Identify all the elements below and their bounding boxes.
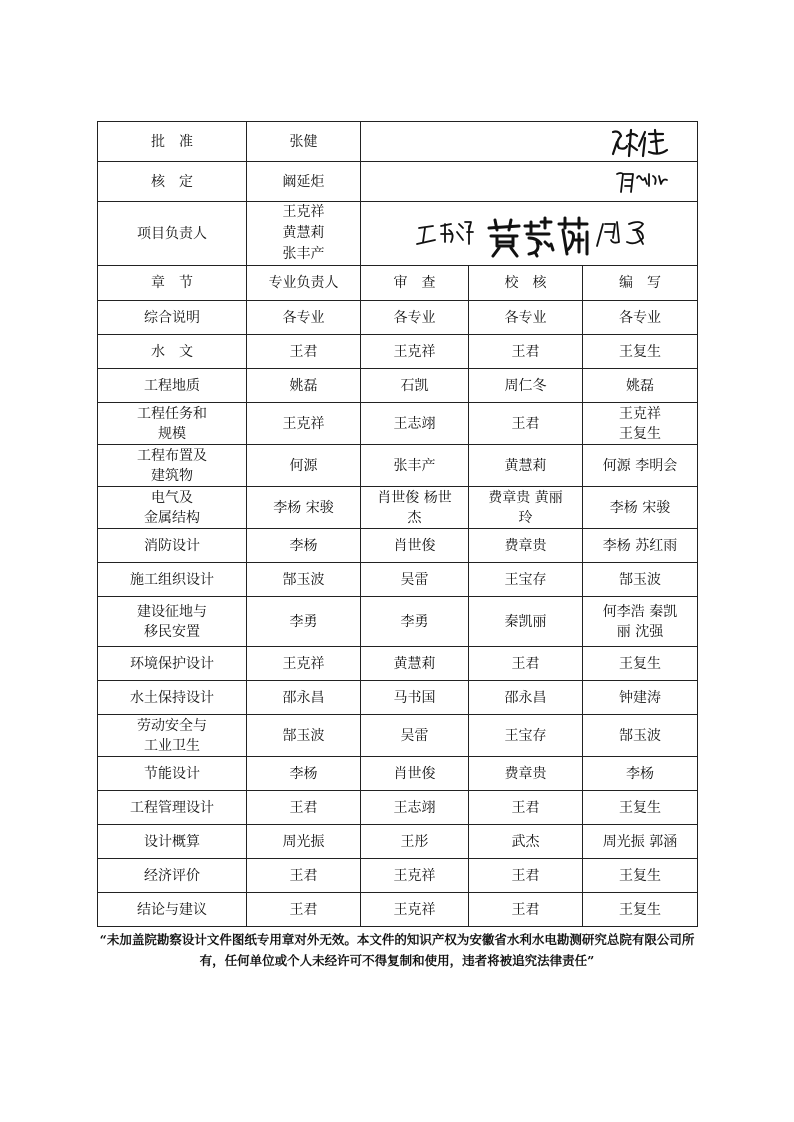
- table-row: [98, 487, 698, 529]
- check-name: 秦凯丽: [469, 597, 583, 647]
- table-row: [98, 563, 698, 597]
- write-name: 王复生: [583, 335, 698, 369]
- header-lead: 专业负责人: [247, 266, 361, 301]
- table-row: [98, 335, 698, 369]
- write-name: 何李浩 秦凯 丽 沈强: [583, 597, 698, 647]
- review-name: 石凯: [361, 369, 469, 403]
- verify-row: [98, 162, 698, 202]
- chapter-name: 工程管理设计: [98, 791, 247, 825]
- review-name: 各专业: [361, 301, 469, 335]
- lead-name: 姚磊: [247, 369, 361, 403]
- check-name: 王宝存: [469, 715, 583, 757]
- verify-signature: [361, 162, 698, 202]
- write-name: 李杨 宋骏: [583, 487, 698, 529]
- approve-row: [98, 122, 698, 162]
- chapter-name: 电气及 金属结构: [98, 487, 247, 529]
- chapter-name: 工程地质: [98, 369, 247, 403]
- review-name: 王克祥: [361, 893, 469, 927]
- approve-name: 张健: [247, 122, 361, 162]
- chapter-name: 设计概算: [98, 825, 247, 859]
- project-lead-name: 黄慧莉: [282, 225, 325, 241]
- check-name: 王君: [469, 647, 583, 681]
- table-row: [98, 445, 698, 487]
- write-name: 何源 李明会: [583, 445, 698, 487]
- check-name: 王君: [469, 791, 583, 825]
- lead-name: 各专业: [247, 301, 361, 335]
- check-name: 王宝存: [469, 563, 583, 597]
- verify-label: 核 定: [98, 162, 247, 202]
- lead-name: 郜玉波: [247, 563, 361, 597]
- check-name: 王君: [469, 335, 583, 369]
- lead-name: 王君: [247, 893, 361, 927]
- chapter-name: 环境保护设计: [98, 647, 247, 681]
- check-name: 各专业: [469, 301, 583, 335]
- table-header-row: [98, 266, 698, 301]
- write-name: 王克祥 王复生: [583, 403, 698, 445]
- check-name: 黄慧莉: [469, 445, 583, 487]
- lead-name: 王君: [247, 791, 361, 825]
- table-row: [98, 859, 698, 893]
- project-lead-signature: [361, 202, 698, 266]
- header-review: 审 查: [361, 266, 469, 301]
- review-name: 张丰产: [361, 445, 469, 487]
- review-name: 肖世俊: [361, 529, 469, 563]
- project-lead-names: [247, 202, 361, 266]
- write-name: 李杨 苏红雨: [583, 529, 698, 563]
- chapter-name: 综合说明: [98, 301, 247, 335]
- review-name: 吴雷: [361, 715, 469, 757]
- table-row: [98, 715, 698, 757]
- table-row: [98, 681, 698, 715]
- project-lead-signature-image: [365, 206, 701, 262]
- lead-name: 邵永昌: [247, 681, 361, 715]
- chapter-name: 施工组织设计: [98, 563, 247, 597]
- lead-name: 李杨: [247, 529, 361, 563]
- check-name: 邵永昌: [469, 681, 583, 715]
- review-name: 黄慧莉: [361, 647, 469, 681]
- lead-name: 王克祥: [247, 647, 361, 681]
- check-name: 费章贵: [469, 757, 583, 791]
- verify-signature-image: [365, 164, 701, 200]
- review-name: 王彤: [361, 825, 469, 859]
- write-name: 郜玉波: [583, 563, 698, 597]
- lead-name: 王君: [247, 335, 361, 369]
- lead-name: 何源: [247, 445, 361, 487]
- table-row: [98, 529, 698, 563]
- write-name: 郜玉波: [583, 715, 698, 757]
- chapter-rows: [98, 301, 698, 927]
- chapter-name: 建设征地与 移民安置: [98, 597, 247, 647]
- review-name: 王志翊: [361, 403, 469, 445]
- copyright-notice: “未加盖院勘察设计文件图纸专用章对外无效。本文件的知识产权为安徽省水利水电勘测研究总院有限公司所有，任何单位或个人未经许可不得复制和使用，违者将被追究法律责任”: [99, 932, 695, 968]
- chapter-name: 节能设计: [98, 757, 247, 791]
- lead-name: 郜玉波: [247, 715, 361, 757]
- lead-name: 李勇: [247, 597, 361, 647]
- write-name: 钟建涛: [583, 681, 698, 715]
- table-row: [98, 403, 698, 445]
- check-name: 王君: [469, 859, 583, 893]
- review-name: 王克祥: [361, 859, 469, 893]
- table-row: [98, 757, 698, 791]
- lead-name: 李杨: [247, 757, 361, 791]
- project-lead-label: 项目负责人: [98, 202, 247, 266]
- table-row: [98, 791, 698, 825]
- lead-name: 周光振: [247, 825, 361, 859]
- review-name: 李勇: [361, 597, 469, 647]
- write-name: 李杨: [583, 757, 698, 791]
- signoff-table: [97, 121, 698, 927]
- chapter-name: 经济评价: [98, 859, 247, 893]
- table-row: [98, 597, 698, 647]
- approve-signature: [361, 122, 698, 162]
- table-row: [98, 301, 698, 335]
- chapter-name: 结论与建议: [98, 893, 247, 927]
- header-chapter: 章 节: [98, 266, 247, 301]
- table-row: [98, 893, 698, 927]
- verify-name: 阚延炬: [247, 162, 361, 202]
- table-row: [98, 647, 698, 681]
- review-name: 肖世俊 杨世 杰: [361, 487, 469, 529]
- lead-name: 王克祥: [247, 403, 361, 445]
- write-name: 王复生: [583, 647, 698, 681]
- lead-name: 李杨 宋骏: [247, 487, 361, 529]
- chapter-name: 消防设计: [98, 529, 247, 563]
- project-lead-name: 王克祥: [282, 204, 325, 220]
- chapter-name: 劳动安全与 工业卫生: [98, 715, 247, 757]
- chapter-name: 工程布置及 建筑物: [98, 445, 247, 487]
- write-name: 王复生: [583, 791, 698, 825]
- check-name: 周仁冬: [469, 369, 583, 403]
- chapter-name: 水土保持设计: [98, 681, 247, 715]
- write-name: 周光振 郭涵: [583, 825, 698, 859]
- header-check: 校 核: [469, 266, 583, 301]
- project-lead-name: 张丰产: [282, 246, 325, 262]
- check-name: 费章贵 黄丽 玲: [469, 487, 583, 529]
- review-name: 肖世俊: [361, 757, 469, 791]
- check-name: 王君: [469, 403, 583, 445]
- project-lead-row: [98, 202, 698, 266]
- review-name: 王志翊: [361, 791, 469, 825]
- write-name: 姚磊: [583, 369, 698, 403]
- write-name: 王复生: [583, 893, 698, 927]
- review-name: 马书国: [361, 681, 469, 715]
- table-row: [98, 369, 698, 403]
- approve-label: 批 准: [98, 122, 247, 162]
- check-name: 武杰: [469, 825, 583, 859]
- lead-name: 王君: [247, 859, 361, 893]
- header-write: 编 写: [583, 266, 698, 301]
- write-name: 各专业: [583, 301, 698, 335]
- table-row: [98, 825, 698, 859]
- check-name: 王君: [469, 893, 583, 927]
- approve-signature-image: [365, 124, 701, 160]
- write-name: 王复生: [583, 859, 698, 893]
- chapter-name: 工程任务和 规模: [98, 403, 247, 445]
- chapter-name: 水 文: [98, 335, 247, 369]
- check-name: 费章贵: [469, 529, 583, 563]
- review-name: 王克祥: [361, 335, 469, 369]
- review-name: 吴雷: [361, 563, 469, 597]
